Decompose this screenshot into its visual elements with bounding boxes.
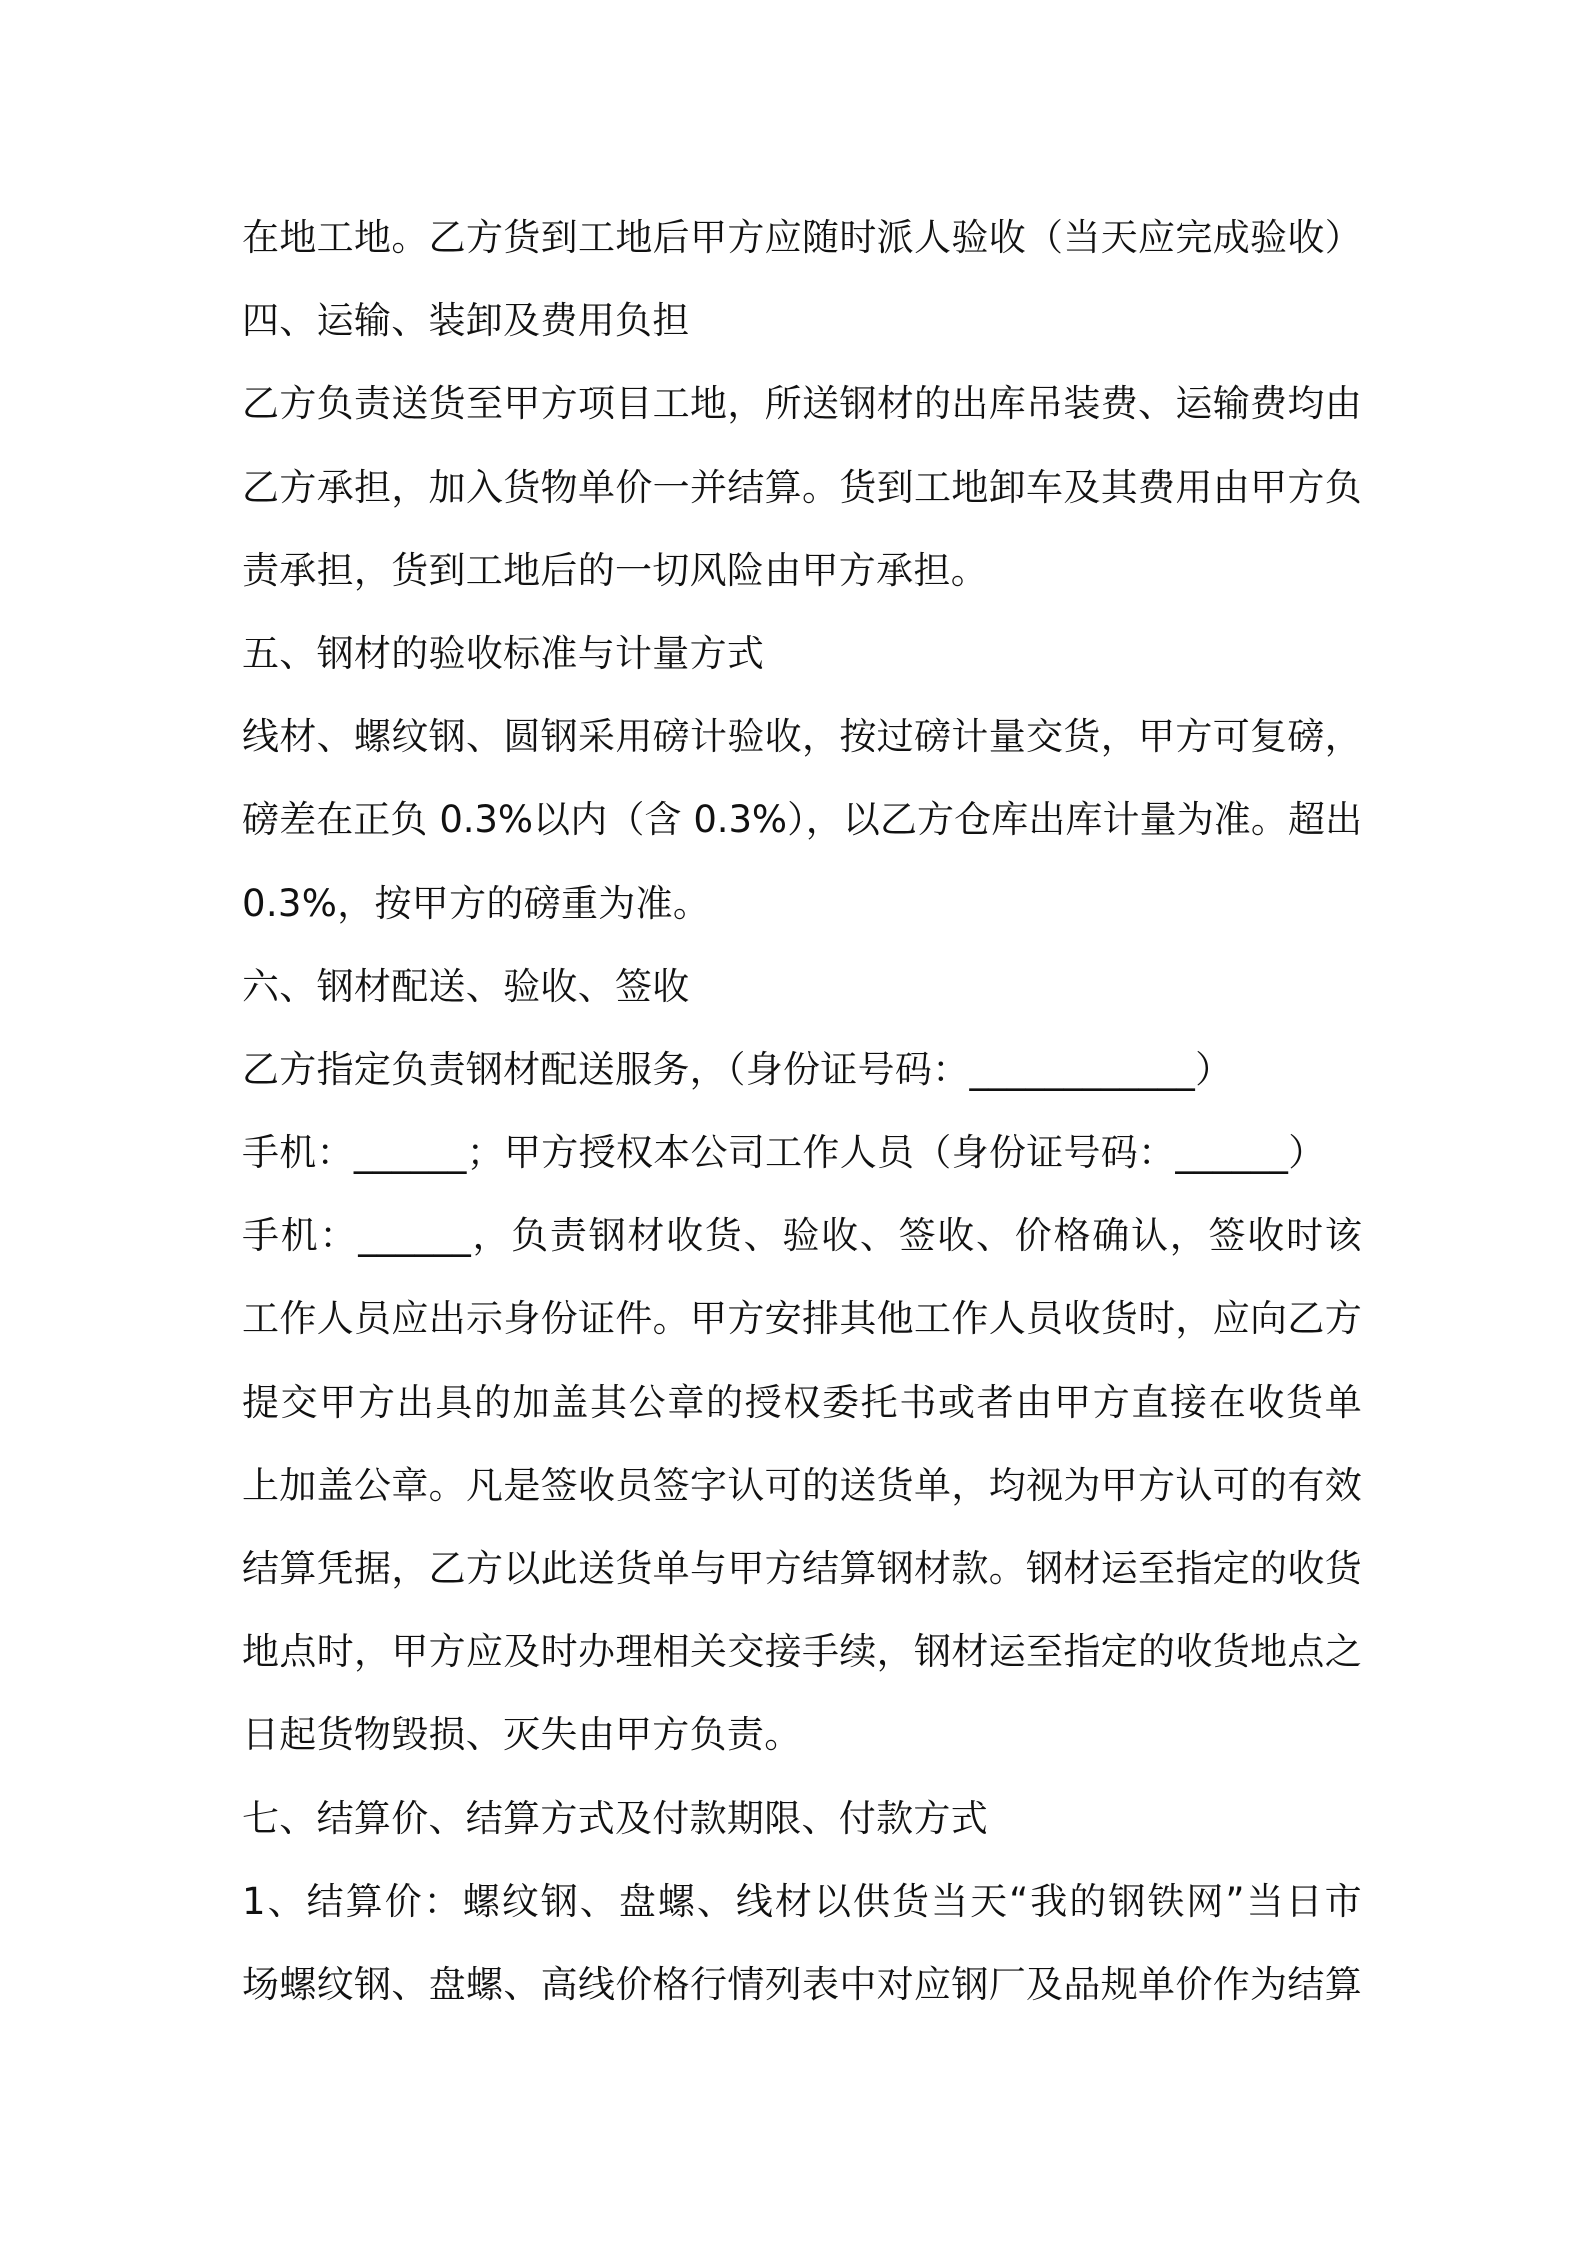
- text-line: 手机：______，负责钢材收货、验收、签收、价格确认，签收时该: [242, 1214, 1362, 1258]
- text-line: 提交甲方出具的加盖其公章的授权委托书或者由甲方直接在收货单: [242, 1380, 1362, 1424]
- text-line: 1、结算价：螺纹钢、盘螺、线材以供货当天“我的钢铁网”当日市: [242, 1879, 1362, 1923]
- text-line: 乙方指定负责钢材配送服务，（身份证号码：____________）: [242, 1047, 1233, 1091]
- text-line: 场螺纹钢、盘螺、高线价格行情列表中对应钢厂及品规单价作为结算: [242, 1962, 1362, 2006]
- text-line: 上加盖公章。凡是签收员签字认可的送货单，均视为甲方认可的有效: [242, 1463, 1362, 1507]
- text-line: 日起货物毁损、灭失由甲方负责。: [242, 1713, 802, 1757]
- text-line: 手机：______；甲方授权本公司工作人员（身份证号码：______）: [242, 1131, 1326, 1175]
- text-line: 0.3%，按甲方的磅重为准。: [242, 881, 711, 925]
- section-heading: 六、钢材配送、验收、签收: [242, 964, 690, 1008]
- text-line: 责承担，货到工地后的一切风险由甲方承担。: [242, 548, 988, 592]
- text-line: 地点时，甲方应及时办理相关交接手续，钢材运至指定的收货地点之: [242, 1630, 1362, 1674]
- text-line: 乙方负责送货至甲方项目工地，所送钢材的出库吊装费、运输费均由: [242, 382, 1362, 426]
- section-heading: 七、结算价、结算方式及付款期限、付款方式: [242, 1796, 988, 1840]
- text-line: 乙方承担，加入货物单价一并结算。货到工地卸车及其费用由甲方负: [242, 465, 1362, 509]
- text-line: 磅差在正负 0.3%以内（含 0.3%），以乙方仓库出库计量为准。超出: [242, 798, 1362, 842]
- text-line: 结算凭据，乙方以此送货单与甲方结算钢材款。钢材运至指定的收货: [242, 1547, 1362, 1590]
- text-line: 在地工地。乙方货到工地后甲方应随时派人验收（当天应完成验收）: [242, 216, 1362, 259]
- section-heading: 四、运输、装卸及费用负担: [242, 299, 690, 343]
- section-heading: 五、钢材的验收标准与计量方式: [242, 631, 765, 675]
- text-line: 线材、螺纹钢、圆钢采用磅计验收，按过磅计量交货，甲方可复磅，: [242, 715, 1362, 759]
- contract-text: [242, 196, 1362, 2026]
- text-line: 工作人员应出示身份证件。甲方安排其他工作人员收货时，应向乙方: [242, 1297, 1362, 1341]
